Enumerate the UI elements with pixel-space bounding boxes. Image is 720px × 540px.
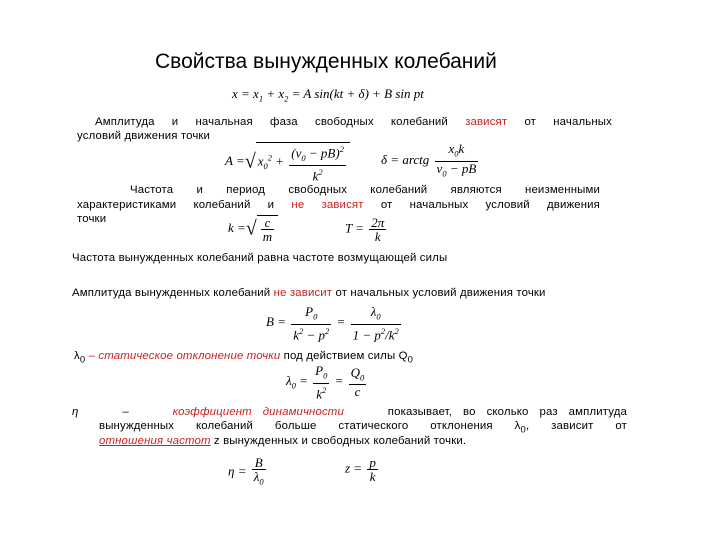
formula-static-deflection: $\lambda_0$ = $\frac{P_0}{k^2}$ = $\frac{Q_0}{c}$ [286,363,365,401]
formula-displacement: $x = x_1 + x_2 = A$ sin(kt + δ) + B sin pt [232,86,424,104]
formula-dynamic-factor: η = $\frac{B}{\lambda_0}$ [228,455,264,487]
formula-amplitude: A =√ $x_0^2$ + $\frac{(v_0 - pB)^2}{k^2}$ [225,142,350,182]
paragraph-dynamic-factor-line2: вынужденных колебаний больше статического отклонения $\lambda_0$, зависит от [99,420,628,436]
text-forced-frequency: Частота вынужденных колебаний равна частоте возмущающей силы [72,252,448,264]
paragraph-free-amplitude-line2: условий движения точки [77,130,211,142]
slide-title: Свойства вынужденных колебаний [155,50,497,73]
paragraph-free-amplitude: Амплитуда и начальная фаза свободных колебаний зависят от начальных [95,116,612,128]
text-static-deflection: $\lambda_0$ – статическое отклонение точки под действием силы $Q_0$ [74,350,414,366]
formula-phase: δ = arctg $\frac{x_0k}{v_0 - pB}$ [381,141,477,179]
formula-frequency-ratio: z = $\frac{p}{k}$ [345,455,376,484]
formula-natural-frequency: k =√ $\frac{c}{m}$ [228,215,278,243]
paragraph-free-frequency: Частота и период свободных колебаний являются неизменными [130,184,600,196]
paragraph-free-frequency-line2: характеристиками колебаний и не зависят от начальных условий движения [77,199,600,211]
formula-period: T = $\frac{2\pi}{k}$ [345,215,385,244]
text-forced-amplitude: Амплитуда вынужденных колебаний не зависит от начальных условий движения точки [72,287,546,299]
formula-forced-amplitude: B = $\frac{P_0}{k^2 - p^2}$ = $\frac{\lambda_0}{1 - p^2/k^2}$ [266,304,399,342]
paragraph-free-frequency-line3: точки [77,213,107,225]
paragraph-dynamic-factor-line3: отношения частот z вынужденных и свободных колебаний точки. [99,435,467,447]
paragraph-dynamic-factor: η – коэффициент динамичности показывает, во сколько раз амплитуда [72,406,627,418]
